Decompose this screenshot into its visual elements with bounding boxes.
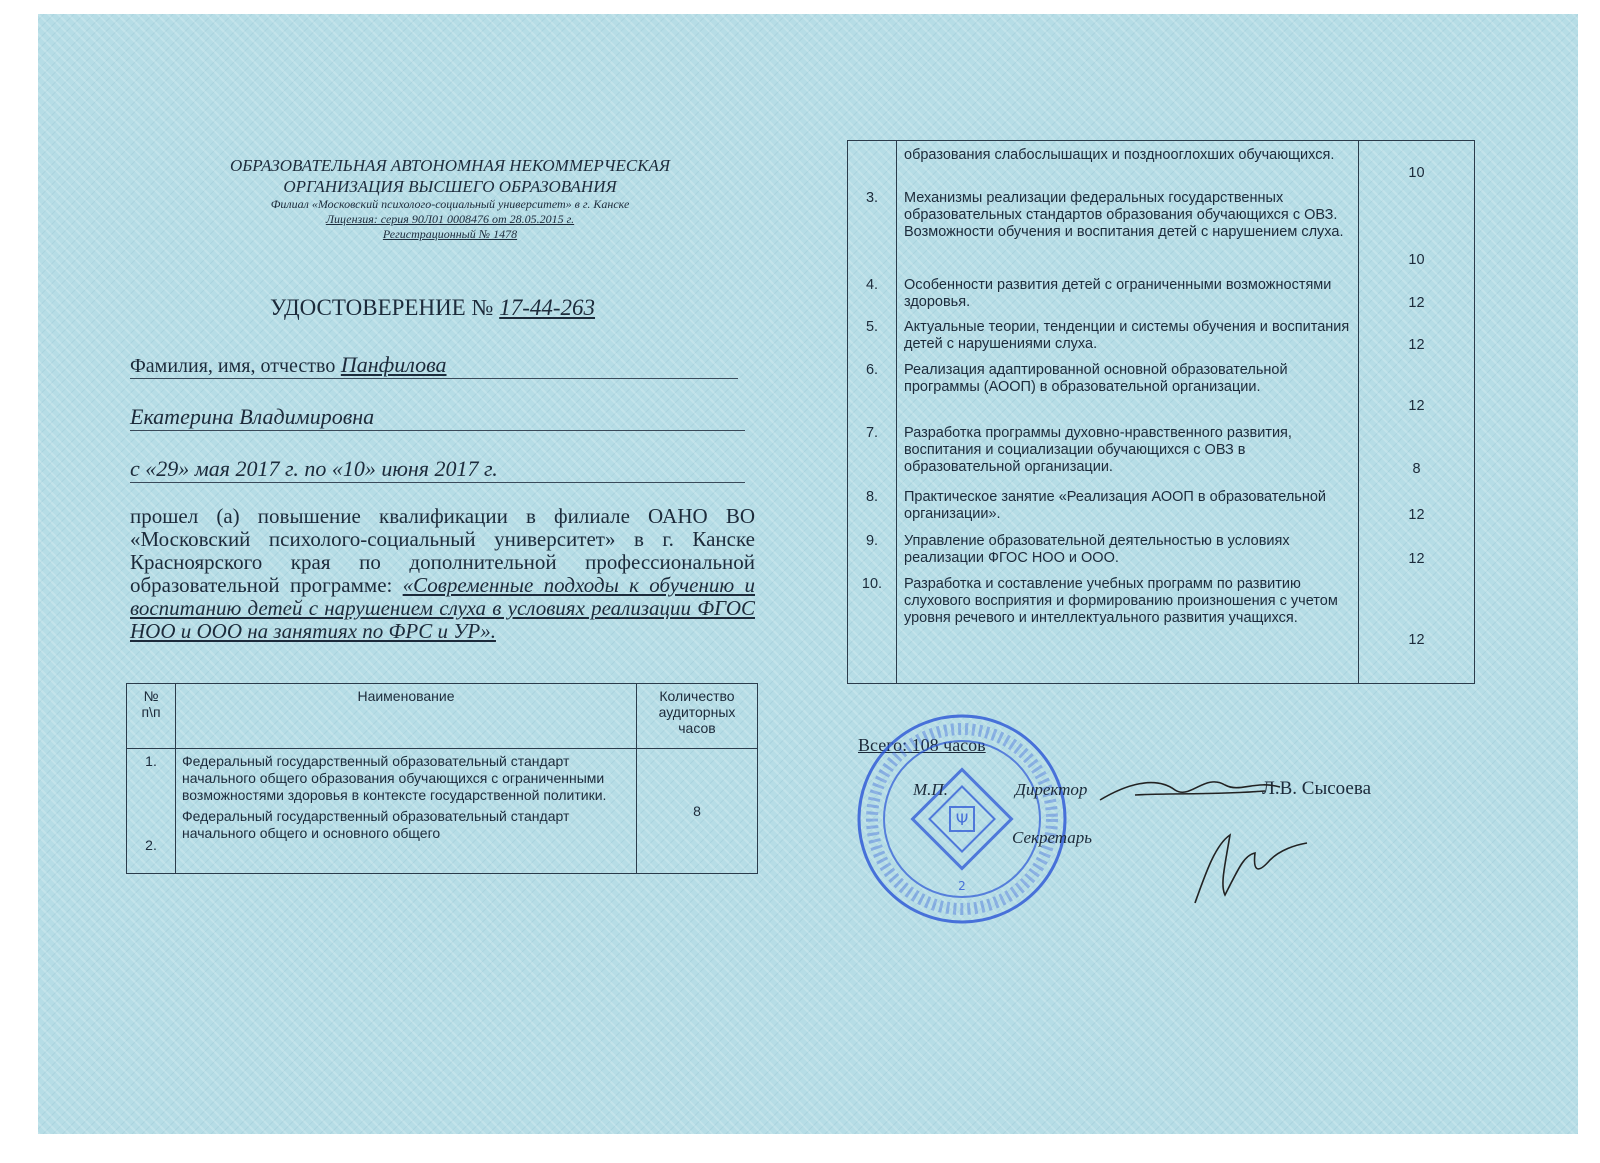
row-text: Особенности развития детей с ограниченными возможностями здоровья. bbox=[904, 277, 1332, 310]
row-hours: 12 bbox=[1408, 398, 1425, 414]
row-text: образования слабослышащих и позднооглохших обучающихся. bbox=[904, 147, 1335, 163]
branch-name: Филиал «Московский психолого-социальный университет» в г. Канске bbox=[270, 197, 630, 211]
header-name: Наименование bbox=[176, 684, 637, 749]
row-text: Федеральный государственный образовательный стандарт начального общего и основного общего bbox=[182, 808, 570, 841]
row-number-cell bbox=[127, 749, 176, 874]
row-number: 1. bbox=[145, 753, 157, 769]
director-signature bbox=[1095, 765, 1285, 815]
courses-table-left bbox=[126, 683, 758, 874]
secretary-label: Секретарь bbox=[1012, 828, 1092, 847]
row-hours: 10 bbox=[1408, 252, 1425, 268]
name-line bbox=[130, 352, 738, 379]
org-name-line2: ОРГАНИЗАЦИЯ ВЫСШЕГО ОБРАЗОВАНИЯ bbox=[283, 177, 617, 196]
row-number: 10. bbox=[861, 576, 883, 592]
org-name-line1: ОБРАЗОВАТЕЛЬНАЯ АВТОНОМНАЯ НЕКОММЕРЧЕСКАЯ bbox=[229, 156, 671, 175]
row-hours: 8 bbox=[1412, 461, 1421, 477]
row-text: Федеральный государственный образовательный стандарт начального общего образования обучающихся с ограниченными возможностями здоровья в контексте государственной политики. bbox=[182, 753, 607, 803]
courses-table-right bbox=[847, 140, 1475, 684]
row-number: 6. bbox=[865, 362, 879, 378]
study-period: с «29» мая 2017 г. по «10» июня 2017 г. bbox=[130, 456, 498, 481]
row-text: Актуальные теории, тенденции и системы обучения и воспитания детей с нарушениями слуха. bbox=[904, 319, 1350, 352]
row-number: 7. bbox=[865, 425, 879, 441]
row-text: Разработка и составление учебных программ по развитию слухового восприятия и формированию произношения с учетом уровня речевого и интеллектуального развития учащихся. bbox=[904, 576, 1338, 626]
row-hours: 8 bbox=[637, 749, 758, 874]
given-names: Екатерина Владимировна bbox=[130, 404, 375, 429]
row-number: 3. bbox=[865, 190, 879, 206]
secretary-signature bbox=[1185, 815, 1315, 910]
director-name: Л.В. Сысоева bbox=[1262, 778, 1371, 799]
row-number: 4. bbox=[865, 277, 879, 293]
certificate-title bbox=[270, 295, 595, 321]
stamp-label: М.П. bbox=[913, 780, 948, 799]
table-header-row bbox=[127, 684, 758, 749]
row-hours: 10 bbox=[1408, 165, 1425, 181]
row-text: Механизмы реализации федеральных государственных образовательных стандартов образования обучающихся с ОВЗ. Возможности обучения и воспитания детей с нарушением слуха. bbox=[904, 190, 1344, 240]
name-label: Фамилия, имя, отчество bbox=[130, 355, 336, 377]
row-hours: 12 bbox=[1408, 551, 1425, 567]
row-text: Управление образовательной деятельностью в условиях реализации ФГОС НОО и ООО. bbox=[904, 533, 1290, 566]
row-text-cell bbox=[176, 749, 637, 874]
column-number bbox=[848, 141, 897, 683]
director-label: Директор bbox=[1015, 780, 1088, 799]
certificate-title-label: УДОСТОВЕРЕНИЕ № bbox=[270, 295, 494, 320]
org-header bbox=[150, 155, 750, 242]
svg-text:Ψ: Ψ bbox=[955, 810, 969, 829]
row-number: 9. bbox=[865, 533, 879, 549]
row-hours: 12 bbox=[1408, 337, 1425, 353]
row-text: Разработка программы духовно-нравственного развития, воспитания и социализации обучающихся с ОВЗ в образовательной организации. bbox=[904, 425, 1292, 475]
qualification-text: прошел (а) повышение квалификации в филиале ОАНО ВО «Московский психолого-социальный университет» в г. Канске Красноярского края по дополнительной профессиональной образовательной программе: bbox=[130, 504, 755, 597]
row-hours: 12 bbox=[1408, 295, 1425, 311]
registration-number: Регистрационный № 1478 bbox=[382, 227, 518, 241]
official-stamp bbox=[855, 712, 1070, 927]
license-info: Лицензия: серия 90Л01 0008476 от 28.05.2015 г. bbox=[325, 212, 575, 226]
period-line bbox=[130, 456, 745, 483]
row-text: Практическое занятие «Реализация АООП в образовательной организации». bbox=[904, 489, 1327, 522]
header-hours: Количество аудиторных часов bbox=[637, 684, 758, 749]
row-number: 8. bbox=[865, 489, 879, 505]
row-text: Реализация адаптированной основной образовательной программы (АООП) в образовательной организации. bbox=[904, 362, 1288, 395]
program-title: «Современные подходы к обучению и воспитанию детей с нарушением слуха в условиях реализации ФГОС НОО и ООО на занятиях по ФРС и УР». bbox=[130, 573, 755, 643]
row-number: 5. bbox=[865, 319, 879, 335]
table-row bbox=[127, 749, 758, 874]
surname: Панфилова bbox=[340, 352, 447, 377]
svg-text:2: 2 bbox=[958, 879, 966, 893]
row-hours: 12 bbox=[1408, 507, 1425, 523]
certificate-number: 17-44-263 bbox=[499, 295, 596, 320]
qualification-paragraph bbox=[130, 505, 755, 643]
total-hours: Всего: 108 часов bbox=[858, 735, 986, 755]
header-number: № п\п bbox=[127, 684, 176, 749]
row-number: 2. bbox=[145, 837, 157, 853]
given-names-line bbox=[130, 404, 745, 431]
row-hours: 12 bbox=[1408, 632, 1425, 648]
